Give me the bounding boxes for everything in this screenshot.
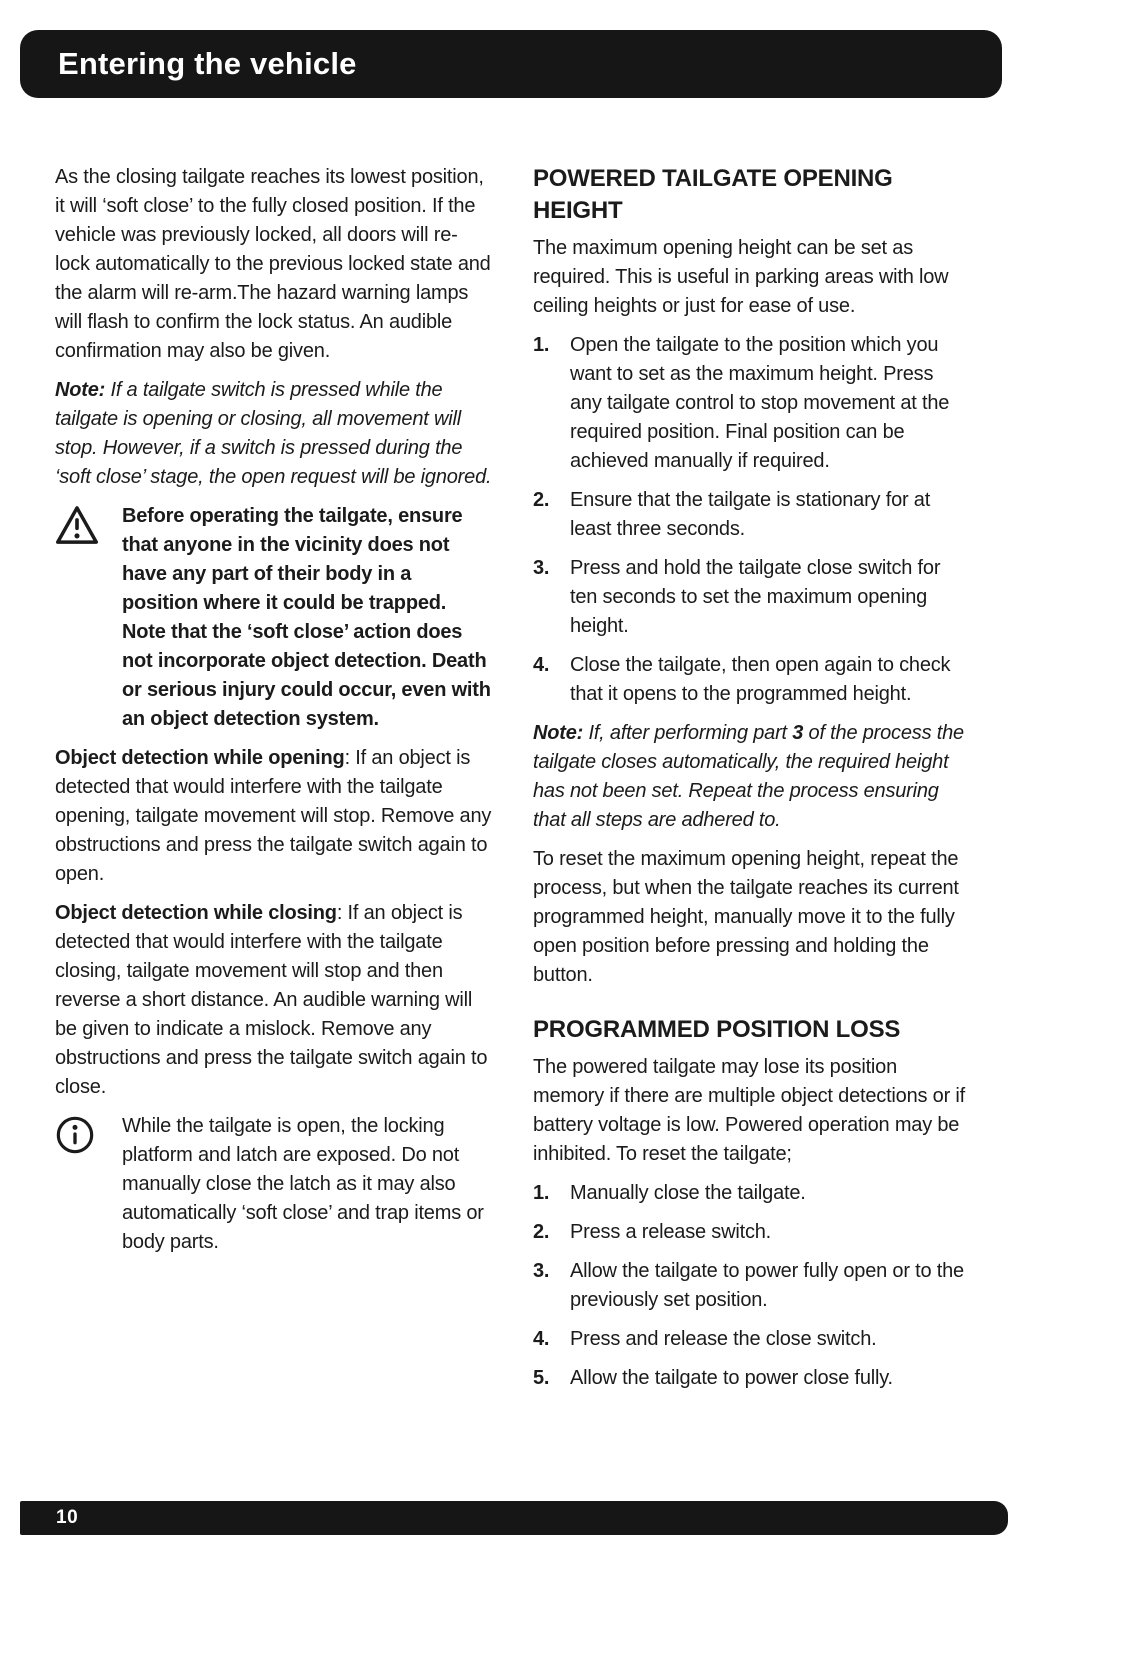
note-tailgate-switch xyxy=(55,376,492,492)
paragraph-lead: Object detection while closing xyxy=(55,902,337,924)
note-label: Note: xyxy=(55,379,106,401)
step-number: 1. xyxy=(533,1182,550,1204)
step-number: 1. xyxy=(533,334,550,356)
paragraph-text: : If an object is detected that would interfere with the tailgate closing, tailgate movement will stop and then reverse a short distance. An audible warning will be given to indicate a mislock. Remove any obstructions and press the tailgate switch again to close. xyxy=(55,902,488,1098)
step-text: Press a release switch. xyxy=(570,1221,772,1243)
paragraph-position-loss-intro: The powered tailgate may lose its position memory if there are multiple object detections or if battery voltage is low. Powered operation may be inhibited. To reset the tailgate; xyxy=(533,1056,966,1165)
step-number: 5. xyxy=(533,1367,550,1389)
footer-bar xyxy=(20,1501,1008,1535)
warning-triangle-icon xyxy=(55,502,99,545)
warning-block xyxy=(55,502,492,734)
step-text: Ensure that the tailgate is stationary for at least three seconds. xyxy=(570,489,931,540)
numbered-step xyxy=(533,651,966,709)
step-text: Press and release the close switch. xyxy=(570,1328,877,1350)
step-number: 3. xyxy=(533,557,550,579)
paragraph-object-detection-opening xyxy=(55,744,492,889)
numbered-step xyxy=(533,554,966,641)
numbered-step xyxy=(533,1325,966,1354)
step-text: Allow the tailgate to power close fully. xyxy=(570,1367,893,1389)
step-number: 4. xyxy=(533,654,550,676)
step-text: Close the tailgate, then open again to check that it opens to the programmed height. xyxy=(570,654,951,705)
info-block xyxy=(55,1112,492,1257)
section-heading-position-loss: PROGRAMMED POSITION LOSS xyxy=(533,1016,901,1043)
paragraph-reset-height: To reset the maximum opening height, repeat the process, but when the tailgate reaches its current programmed height, manually move it to the fully open position before pressing and holding the button. xyxy=(533,848,959,986)
numbered-step xyxy=(533,486,966,544)
header-banner xyxy=(20,30,1002,98)
info-circle-icon xyxy=(55,1112,99,1155)
note-label: Note: xyxy=(533,722,584,744)
note-text: of the process the tailgate closes automatically, the required height has not been set. Repeat the process ensuring that all steps are adhered to. xyxy=(533,722,964,831)
step-number: 2. xyxy=(533,1221,550,1243)
step-number: 2. xyxy=(533,489,550,511)
paragraph-object-detection-closing xyxy=(55,899,492,1102)
note-bold-part: 3 xyxy=(792,722,804,744)
numbered-step xyxy=(533,1218,966,1247)
step-number: 3. xyxy=(533,1260,550,1282)
numbered-step xyxy=(533,1179,966,1208)
note-text: If a tailgate switch is pressed while the tailgate is opening or closing, all movement will stop. However, if a switch is pressed during the ‘soft close’ stage, the open request will be ignored. xyxy=(55,379,492,488)
numbered-step xyxy=(533,331,966,476)
paragraph-soft-close: As the closing tailgate reaches its lowest position, it will ‘soft close’ to the fully closed position. If the vehicle was previously locked, all doors will re-lock automatically to the previous locked state and the alarm will re-arm.The hazard warning lamps will flash to confirm the lock status. An audible confirmation may also be given. xyxy=(55,166,491,362)
step-text: Manually close the tailgate. xyxy=(570,1182,806,1204)
note-text: If, after performing part xyxy=(583,722,793,744)
page-title: Entering the vehicle xyxy=(58,46,357,81)
paragraph-opening-height-intro: The maximum opening height can be set as required. This is useful in parking areas with low ceiling heights or just for ease of use. xyxy=(533,237,949,317)
step-text: Press and hold the tailgate close switch for ten seconds to set the maximum opening height. xyxy=(570,557,941,637)
section-heading-opening-height: POWERED TAILGATE OPENING HEIGHT xyxy=(533,165,893,224)
paragraph-lead: Object detection while opening xyxy=(55,747,345,769)
paragraph-text: : If an object is detected that would interfere with the tailgate opening, tailgate movement will stop. Remove any obstructions and press the tailgate switch again to open. xyxy=(55,747,492,885)
numbered-step xyxy=(533,1364,966,1393)
step-number: 4. xyxy=(533,1328,550,1350)
step-text: Open the tailgate to the position which you want to set as the maximum height. Press any tailgate control to stop movement at the required position. Final position can be achieved manually if required. xyxy=(570,334,950,472)
step-text: Allow the tailgate to power fully open or to the previously set position. xyxy=(570,1260,964,1311)
warning-text: Before operating the tailgate, ensure that anyone in the vicinity does not have any part of their body in a position where it could be trapped. Note that the ‘soft close’ action does not incorporate object detection. Death or serious injury could occur, even with an object detection system. xyxy=(122,505,491,730)
left-column xyxy=(55,163,492,1267)
note-programming xyxy=(533,719,966,835)
info-text: While the tailgate is open, the locking platform and latch are exposed. Do not manually close the latch as it may also automatically ‘soft close’ and trap items or body parts. xyxy=(122,1115,484,1253)
numbered-step xyxy=(533,1257,966,1315)
right-column xyxy=(533,163,966,1403)
page-number: 10 xyxy=(56,1507,79,1528)
